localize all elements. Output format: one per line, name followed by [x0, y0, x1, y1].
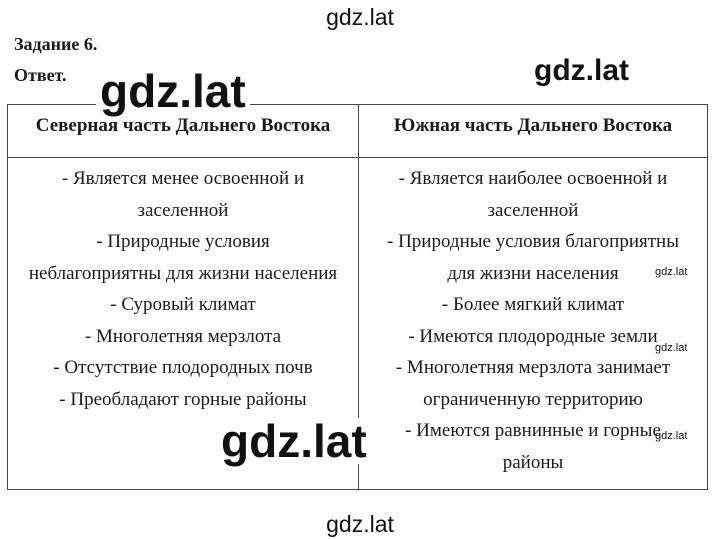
south-line: - Многолетняя мерзлота занимает	[395, 357, 671, 378]
header-north: Северная часть Дальнего Востока	[8, 105, 359, 158]
north-line: - Является менее освоенной и	[61, 168, 305, 189]
south-line: ограниченную территорию	[423, 388, 643, 410]
south-line: - Имеются плодородные земли	[408, 325, 658, 347]
watermark-small-3: gdz.lat	[655, 430, 688, 442]
north-line: - Преобладают горные районы	[59, 388, 307, 410]
north-line: - Многолетняя мерзлота	[84, 325, 282, 347]
north-line: неблагоприятны для жизни населения	[28, 262, 338, 284]
south-line: - Имеются равнинные и горные	[405, 420, 661, 441]
watermark-top: gdz.lat	[326, 4, 394, 30]
north-line: - Отсутствие плодородных почв	[53, 357, 313, 378]
south-line: для жизни населения	[447, 262, 619, 284]
watermark-large-3: gdz.lat	[217, 418, 371, 464]
answer-label: Ответ.	[14, 65, 67, 85]
north-line: заселенной	[137, 199, 229, 221]
watermark-small-2: gdz.lat	[655, 342, 688, 354]
task-title: Задание 6.	[14, 34, 98, 54]
watermark-large-2: gdz.lat	[534, 54, 629, 87]
watermark-bottom: gdz.lat	[326, 511, 394, 537]
header-south: Южная часть Дальнего Востока	[359, 105, 707, 158]
south-line: районы	[502, 451, 564, 473]
north-line: - Суровый климат	[110, 294, 256, 315]
watermark-large-1: gdz.lat	[96, 68, 250, 114]
watermark-small-1: gdz.lat	[655, 266, 688, 278]
north-line: - Природные условия	[96, 231, 270, 252]
south-line: - Природные условия благоприятны	[387, 231, 679, 252]
south-line: - Является наиболее освоенной и	[398, 168, 668, 189]
south-line: - Более мягкий климат	[441, 294, 625, 315]
south-line: заселенной	[487, 199, 579, 221]
